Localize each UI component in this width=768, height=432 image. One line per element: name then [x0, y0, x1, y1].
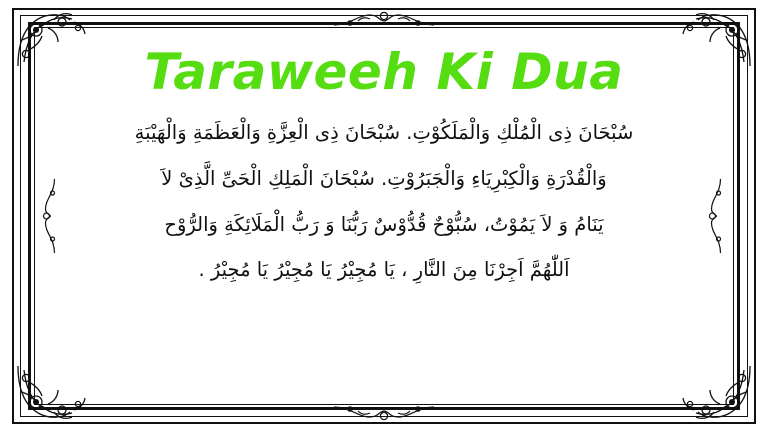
dua-arabic-text	[54, 110, 714, 293]
dua-line: يَنَامُ وَ لاَ يَمُوْتُ، سُبُّوْحٌ قُدُّوْسٌ رَبُّنَا وَ رَبُّ الْمَلَائِكَةِ وَالرُّوْح	[164, 212, 604, 236]
poster-content	[40, 32, 728, 400]
page-title: Taraweeh Ki Dua	[144, 43, 624, 101]
dua-line: وَالْقُدْرَةِ وَالْكِبْرِيَاءِ وَالْجَبَرُوْتِ. سُبْحَانَ الْمَلِكِ الْحَىِّ الَّذِىْ لاَ	[161, 166, 607, 190]
dua-line: سُبْحَانَ ذِى الْمُلْكِ وَالْمَلَكُوْتِ. سُبْحَانَ ذِى الْعِزَّةِ وَالْعَظَمَةِ وَالْهَيْبَةِ	[134, 121, 634, 144]
dua-line: اَللّٰهُمَّ اَجِرْنَا مِنَ النَّارِ ، يَا مُجِيْرُ يَا مُجِيْرُ يَا مُجِيْرُ .	[198, 258, 570, 282]
